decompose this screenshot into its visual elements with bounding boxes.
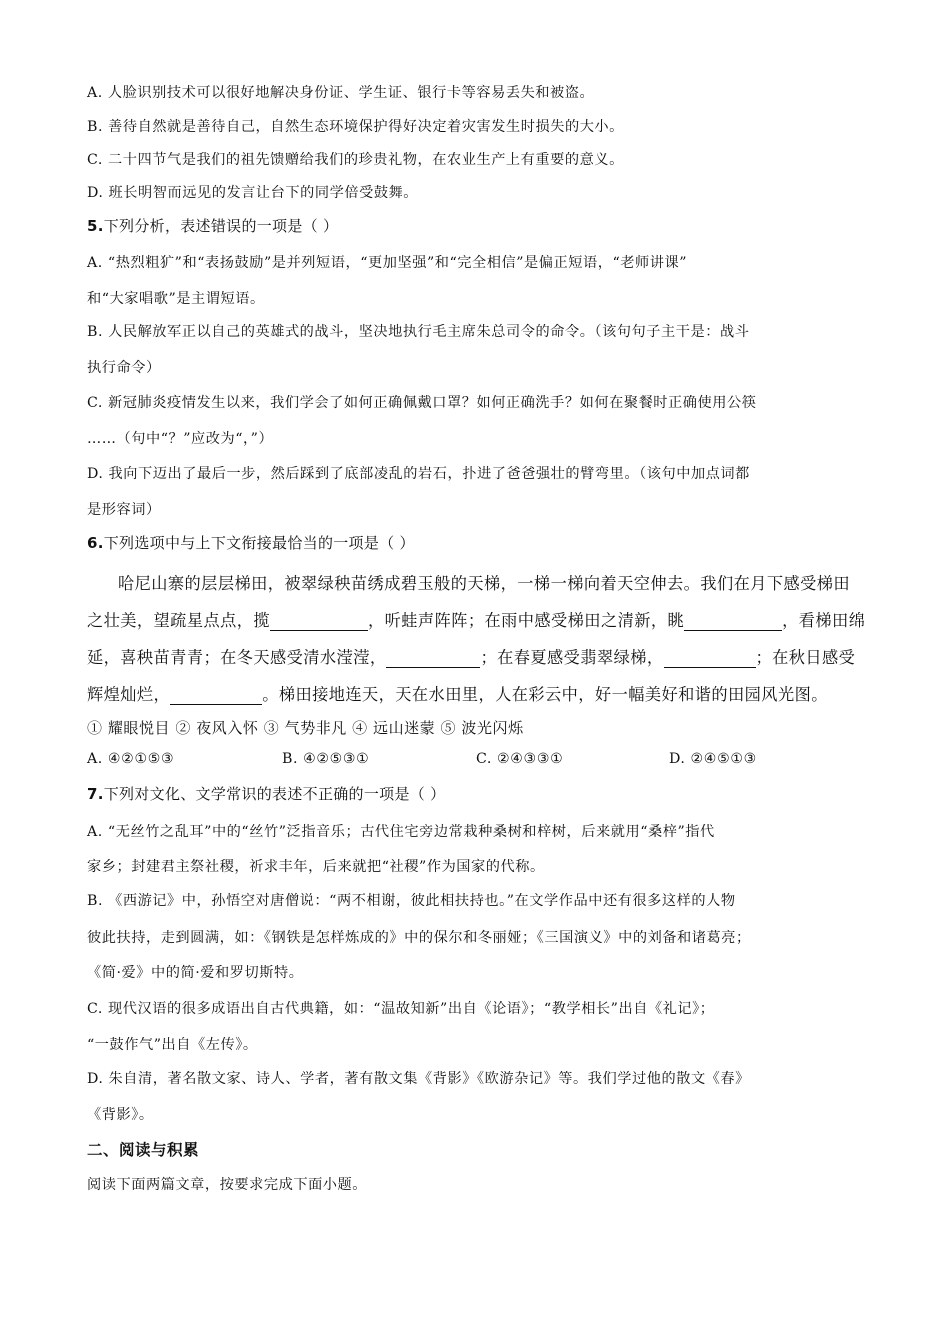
q6-passage-line3: 延，喜秧苗青青；在冬天感受清水滢滢， ；在春夏感受翡翠绿梯， ；在秋日感受 — [87, 648, 856, 667]
q5-option-d-line1: D. 我向下迈出了最后一步，然后踩到了底部凌乱的岩石，扑进了爸爸强壮的臂弯里。（该句中加点词都 — [87, 466, 750, 482]
blank-2 — [684, 613, 782, 631]
q6-option-c: C. ②④③③① — [476, 751, 564, 767]
q7-option-c-line2: “一鼓作气”出自《左传》。 — [87, 1037, 258, 1053]
q7-option-c-line1: C. 现代汉语的很多成语出自古代典籍，如：“温故知新”出自《论语》；“教学相长”出自《礼记》； — [87, 1001, 715, 1017]
q7-option-b-line3: 《简·爱》中的简·爱和罗切斯特。 — [87, 965, 304, 981]
blank-5 — [170, 687, 262, 705]
q5-option-a-line1: A. “热烈粗犷”和“表扬鼓励”是并列短语，“更加坚强”和“完全相信”是偏正短语，“老师讲课” — [87, 255, 688, 271]
blank-1 — [270, 613, 368, 631]
q6-stem — [87, 532, 415, 553]
blank-4 — [664, 650, 756, 668]
q6-option-d: D. ②④⑤①③ — [669, 751, 757, 767]
q7-option-d-line2: 《背影》。 — [87, 1107, 154, 1123]
q5-stem — [87, 215, 338, 236]
section-2-title: 二、阅读与积累 — [87, 1141, 200, 1159]
q4-option-d: D. 班长明智而远见的发言让台下的同学倍受鼓舞。 — [87, 185, 419, 201]
q5-option-a-line2: 和“大家唱歌”是主谓短语。 — [87, 291, 265, 307]
q5-option-d-line2: 是形容词） — [87, 502, 161, 518]
q4-option-b: B. 善待自然就是善待自己，自然生态环境保护得好决定着灾害发生时损失的大小。 — [87, 119, 624, 135]
q6-stem-text: 下列选项中与上下文衔接最恰当的一项是（ ） — [103, 534, 415, 552]
q7-stem-text: 下列对文化、文学常识的表述不正确的一项是（ ） — [103, 785, 446, 803]
q5-number: 5. — [87, 217, 104, 235]
q4-option-a: A. 人脸识别技术可以很好地解决身份证、学生证、银行卡等容易丢失和被盗。 — [87, 85, 595, 101]
q4-option-c: C. 二十四节气是我们的祖先馈赠给我们的珍贵礼物，在农业生产上有重要的意义。 — [87, 152, 624, 168]
q7-stem — [87, 783, 445, 804]
q5-option-b-line1: B. 人民解放军正以自己的英雄式的战斗，坚决地执行毛主席朱总司令的命令。（该句句子主干是：战斗 — [87, 324, 750, 340]
q7-option-b-line2: 彼此扶持，走到圆满，如：《钢铁是怎样炼成的》中的保尔和冬丽娅；《三国演义》中的刘备和诸葛亮； — [87, 930, 751, 946]
q6-choice-items: ① 耀眼悦目 ② 夜风入怀 ③ 气势非凡 ④ 远山迷蒙 ⑤ 波光闪烁 — [87, 719, 524, 737]
q5-stem-text: 下列分析，表述错误的一项是（ ） — [103, 217, 339, 235]
q6-passage-line1: 哈尼山寨的层层梯田，被翠绿秧苗绣成碧玉般的天梯，一梯一梯向着天空伸去。我们在月下感受梯田 — [118, 574, 851, 593]
q6-number: 6. — [87, 534, 104, 552]
q7-option-b-line1: B. 《西游记》中，孙悟空对唐僧说：“两不相谢，彼此相扶持也。”在文学作品中还有很多这样的人物 — [87, 893, 736, 909]
blank-3 — [386, 650, 480, 668]
q6-option-a: A. ④②①⑤③ — [87, 751, 175, 767]
q6-passage-line4: 辉煌灿烂， 。梯田接地连天，天在水田里，人在彩云中，好一幅美好和谐的田园风光图。 — [87, 685, 828, 704]
q5-option-c-line2: ……（句中“？”应改为“，”） — [87, 431, 274, 447]
q7-number: 7. — [87, 785, 104, 803]
q7-option-a-line1: A. “无丝竹之乱耳”中的“丝竹”泛指音乐；古代住宅旁边常栽种桑树和梓树，后来就用“桑梓”指代 — [87, 824, 715, 840]
q7-option-a-line2: 家乡；封建君主祭社稷，祈求丰年，后来就把“社稷”作为国家的代称。 — [87, 859, 545, 875]
section-2-instruction: 阅读下面两篇文章，按要求完成下面小题。 — [87, 1177, 368, 1193]
q5-option-b-line2: 执行命令） — [87, 360, 161, 376]
q7-option-d-line1: D. 朱自清，著名散文家、诗人、学者，著有散文集《背影》《欧游杂记》等。我们学过他的散文《春》 — [87, 1071, 750, 1087]
q5-option-c-line1: C. 新冠肺炎疫情发生以来，我们学会了如何正确佩戴口罩？如何正确洗手？如何在聚餐时正确使用公筷 — [87, 395, 757, 411]
q6-passage-line2: 之壮美，望疏星点点，揽 ，听蛙声阵阵；在雨中感受梯田之清新，眺 ，看梯田绵 — [87, 611, 866, 630]
q6-option-b: B. ④②⑤③① — [282, 751, 370, 767]
